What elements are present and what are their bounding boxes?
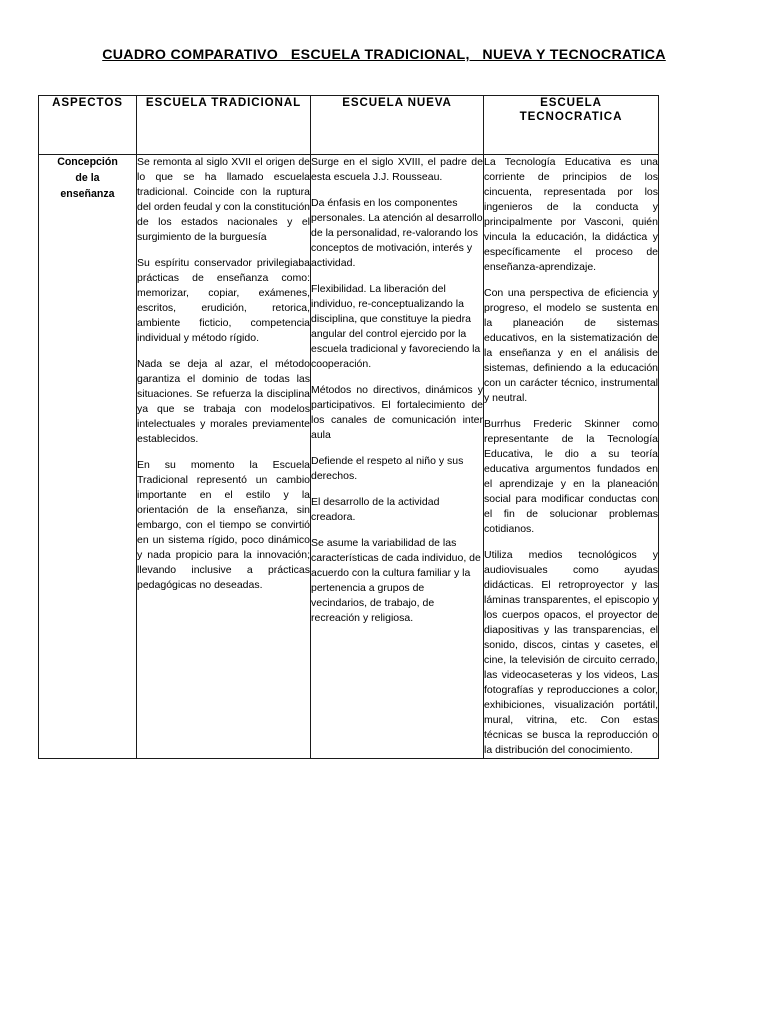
- cell-paragraph: Su espíritu conservador privilegiaba prácticas de enseñanza como: memorizar, copiar, exámenes, escritos, erudición, retorica, ambiente ficticio, competencia individual y método rígido.: [137, 257, 310, 344]
- aspect-label-line3: enseñanza: [60, 187, 115, 200]
- table-header-row: [39, 96, 659, 155]
- column-header-escuela-tecnocratica: [484, 96, 659, 155]
- column-header-tecnocratica-line1: ESCUELA: [540, 96, 602, 109]
- cell-paragraph: Se asume la variabilidad de las características de cada individuo, de acuerdo con la cultura familiar y la pertenencia a grupos de vecindarios, de trabajo, de recreación y religiosa.: [311, 537, 481, 624]
- cell-paragraph: Flexibilidad. La liberación del individuo, re-conceptualizando la disciplina, que constituye la piedra angular del control ejercido por la escuela tradicional y favoreciendo la cooperación.: [311, 283, 481, 370]
- cell-paragraph: Defiende el respeto al niño y sus derechos.: [311, 455, 464, 482]
- cell-escuela-tecnocratica: [484, 155, 659, 759]
- cell-escuela-tradicional: [137, 155, 311, 759]
- table-header: [39, 96, 659, 155]
- cell-paragraph: Métodos no directivos, dinámicos y participativos. El fortalecimiento de los canales de comunicación inter aula: [311, 384, 483, 441]
- cell-paragraph: Se remonta al siglo XVII el origen de lo que se ha llamado escuela tradicional. Coincide con la ruptura del orden feudal y con la constitución de los estados nacionales y el surgimiento de la burguesía: [137, 156, 310, 243]
- cell-paragraph: Nada se deja al azar, el método garantiza el dominio de todas las situaciones. Se refuerza la disciplina ya que se trabaja con modelos intelectuales y morales previamente establecidos.: [137, 358, 310, 445]
- cell-paragraph: Da énfasis en los componentes personales. La atención al desarrollo de la personalidad, re-valorando los conceptos de motivación, interés y actividad.: [311, 197, 483, 269]
- cell-paragraph: En su momento la Escuela Tradicional representó un cambio importante en el estilo y la orientación de la enseñanza, sin embargo, con el tiempo se convirtió en un sistema rígido, poco dinámico y nada propicio para la innovación; llevando inclusive a prácticas pedagógicas no deseadas.: [137, 459, 310, 591]
- document-title: CUADRO COMPARATIVO ESCUELA TRADICIONAL, NUEVA Y TECNOCRATICA: [102, 47, 666, 63]
- table-body: [39, 155, 659, 759]
- cell-paragraph: Utiliza medios tecnológicos y audiovisuales como ayudas didácticas. El retroproyector y las láminas transparentes, el episcopio y los cuerpos opacos, el proyector de diapositivas y las transparencias, el sonido, discos, cintas y casetes, el cine, la televisión de circuito cerrado, las videocaseteras y los videos, Las fotografías y reproducciones a color, exhibiciones, visualización portátil, mural, vitrina, etc. Con estas técnicas se busca la reproducción o la distribución del conocimiento.: [484, 549, 658, 756]
- cell-paragraph: La Tecnología Educativa es una corriente de principios de los cincuenta, representada por los ingenieros de la conducta y principalmente por Vasconi, quién vincula la educación, la didáctica y específicamente el proceso de enseñanza-aprendizaje.: [484, 156, 658, 273]
- column-header-escuela-nueva: ESCUELA NUEVA: [311, 96, 484, 155]
- cell-paragraph: Con una perspectiva de eficiencia y progreso, el modelo se sustenta en la planeación de sistemas educativos, en la sistematización de la enseñanza y en el análisis de sistemas, definiendo a la educación con un carácter técnico, instrumental y neutral.: [484, 287, 658, 404]
- aspect-label-line1: Concepción: [57, 156, 118, 168]
- aspect-label-line2: de la: [75, 171, 100, 184]
- column-header-aspectos: ASPECTOS: [39, 96, 137, 155]
- cell-paragraph: Surge en el siglo XVIII, el padre de esta escuela J.J. Rousseau.: [311, 156, 483, 183]
- column-header-escuela-tradicional: ESCUELA TRADICIONAL: [137, 96, 311, 155]
- comparison-table-wrapper: [38, 95, 658, 759]
- column-header-tecnocratica-line2: TECNOCRATICA: [519, 110, 623, 124]
- cell-paragraph: Burrhus Frederic Skinner como representante de la Tecnología Educativa, le dio a su teoría educativa argumentos fundados en el aprendizaje y en la planeación social para modificar conductas con el fin de solucionar problemas cotidianos.: [484, 418, 658, 535]
- table-row: [39, 155, 659, 759]
- comparison-table: [38, 95, 659, 759]
- cell-escuela-nueva: [311, 155, 484, 759]
- cell-paragraph: El desarrollo de la actividad creadora.: [311, 496, 440, 523]
- row-aspect-concepcion-ensenanza: [39, 155, 137, 759]
